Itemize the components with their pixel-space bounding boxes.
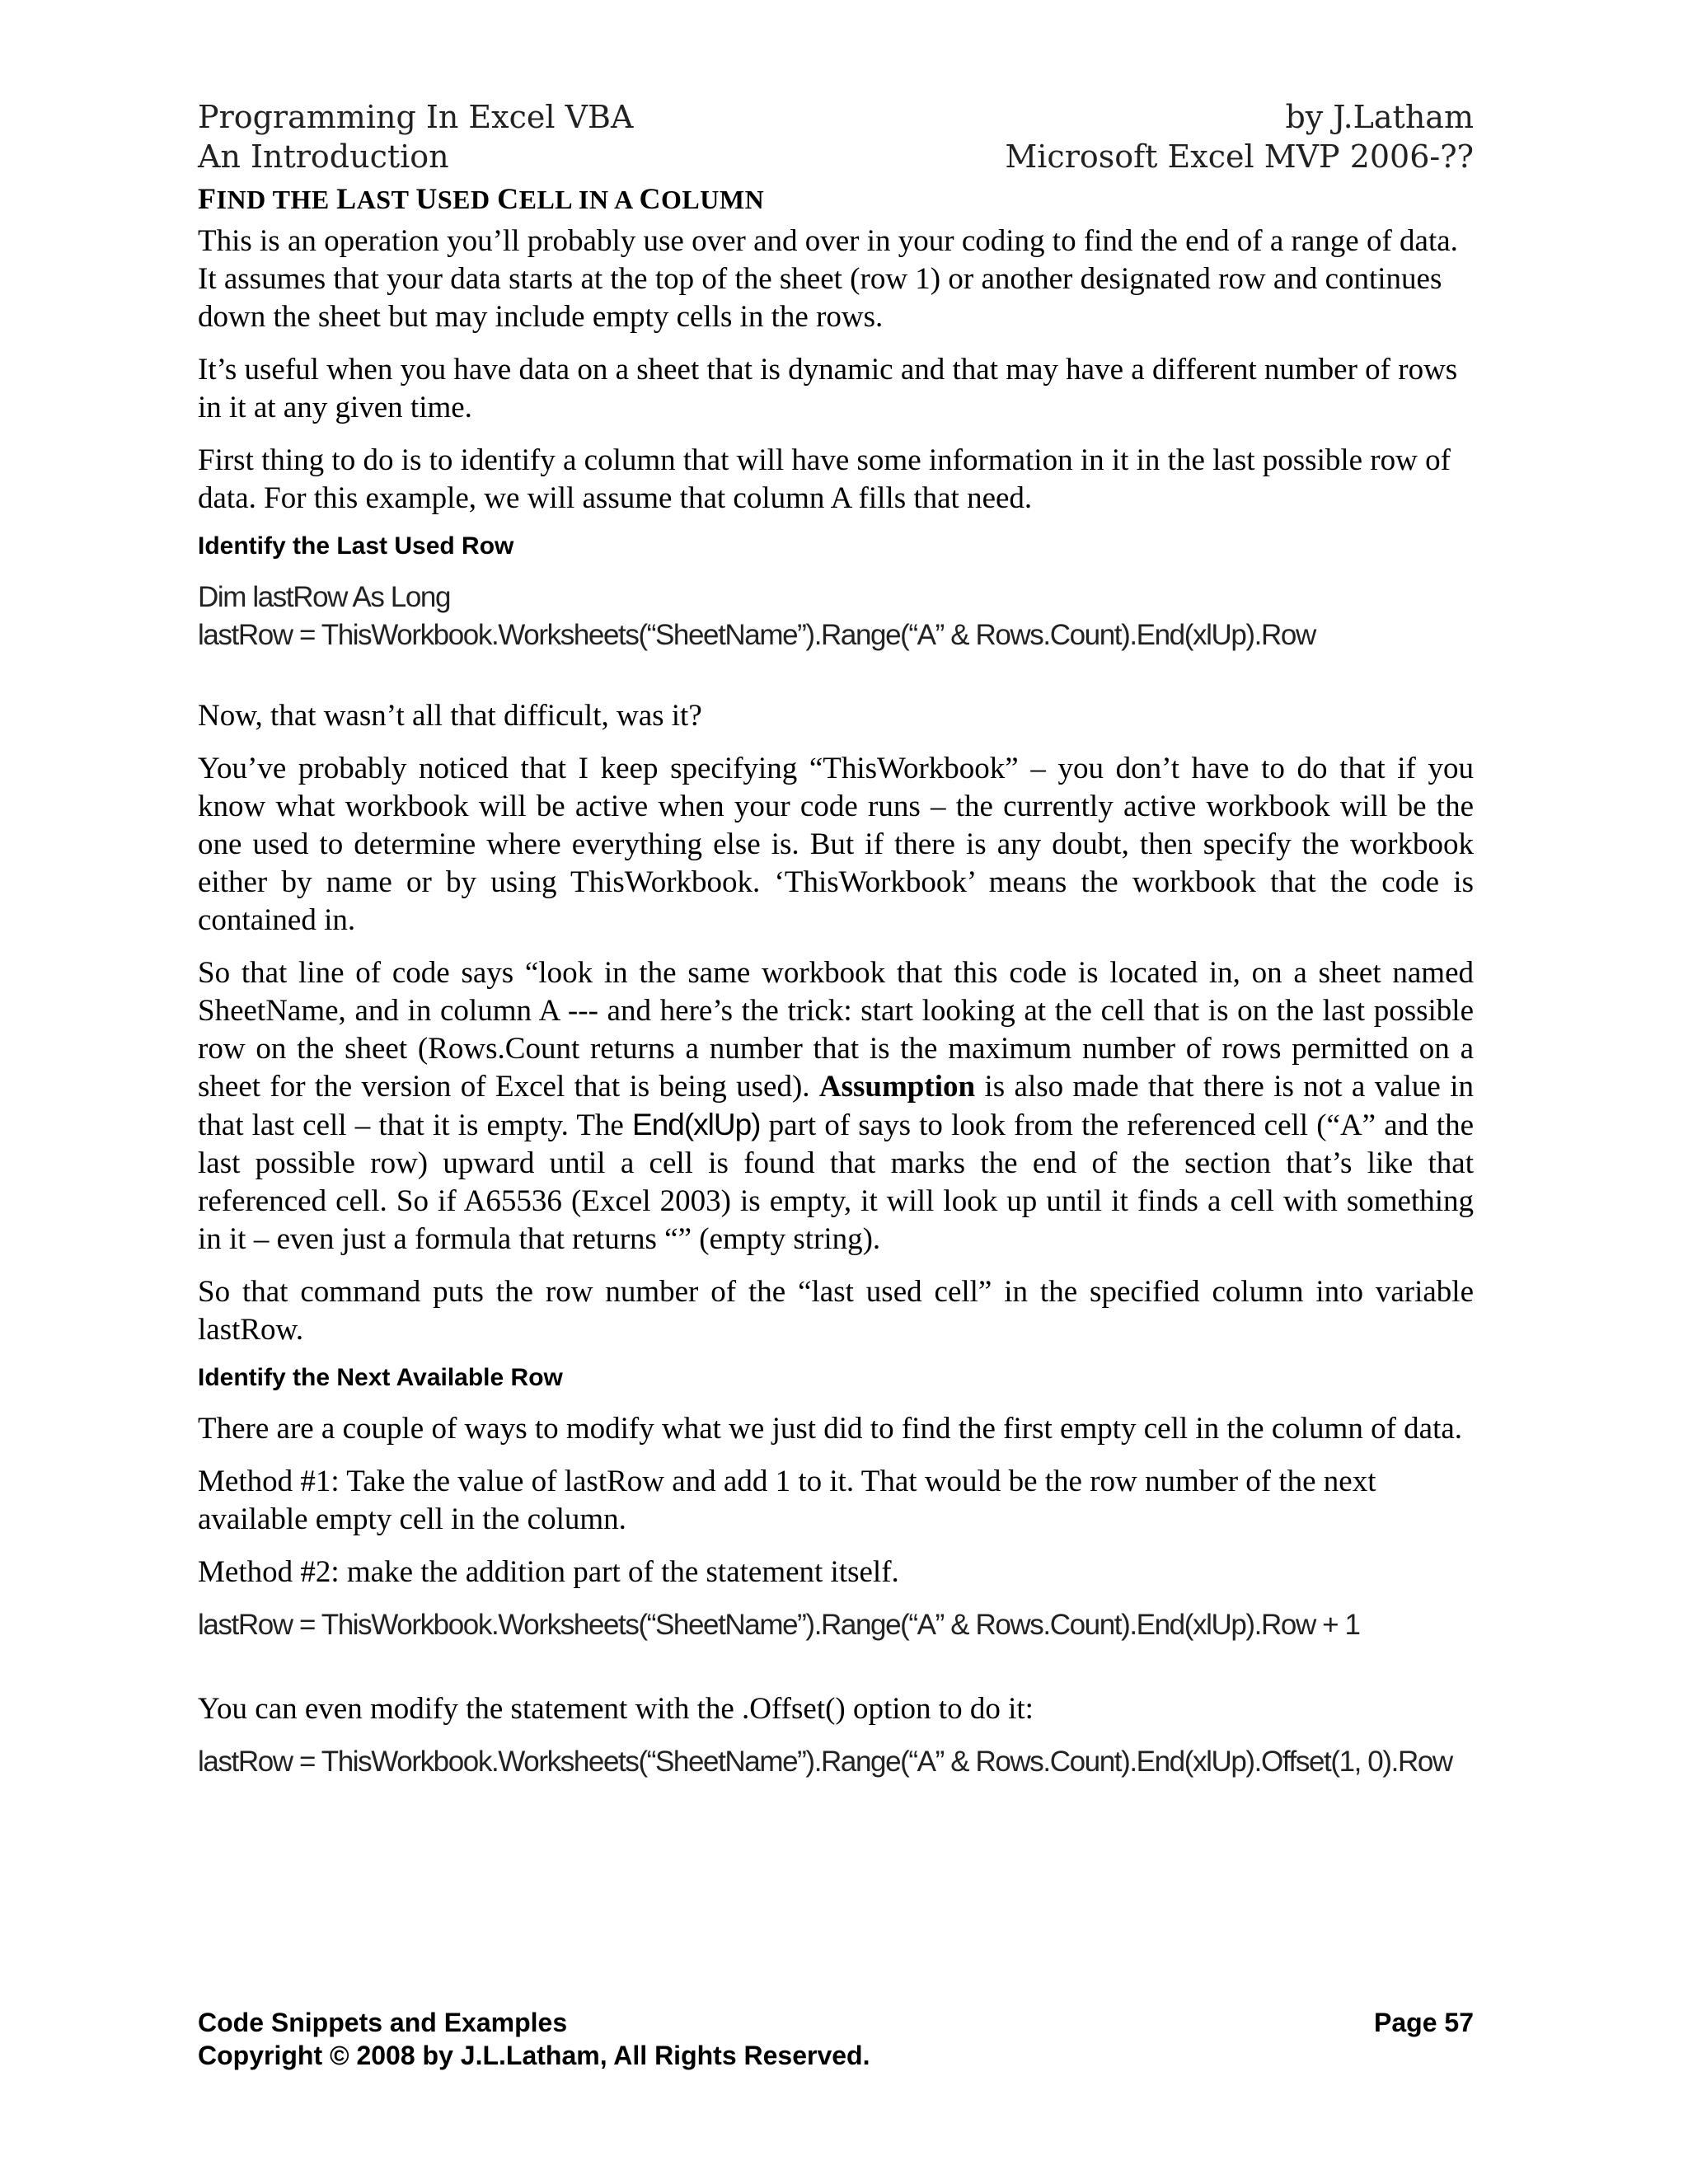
section-title: FIND THE LAST USED CELL IN A COLUMN (198, 182, 765, 215)
footer-row-2 (198, 2039, 1474, 2072)
footer-book-title: Code Snippets and Examples (198, 2008, 568, 2037)
intro-paragraph-2: It’s useful when you have data on a sheet that is dynamic and that may have a different number of rows in it at any given time. (198, 353, 1458, 424)
paragraph-method-1: Method #1: Take the value of lastRow and add 1 to it. That would be the row number of the next available empty cell in the column. (198, 1465, 1376, 1536)
paragraph-not-difficult: Now, that wasn’t all that difficult, was it? (198, 699, 702, 733)
paragraph-line-explanation: So that line of code says “look in the same workbook that this code is located in, on a sheet named SheetName, and in column A --- and here’s the trick: start looking at the cell that is on the last possible row on the sheet (Rows.Count returns a number that is the maximum number of rows permitted on a sheet for the version of Excel that is being used). Assumption is also made that there is not a value in that last cell – that it is empty. The End(xlUp) part of says to look from the referenced cell (“A” and the last possible row) upward until a cell is found that marks the end of the section that’s like that referenced cell. So if A65536 (Excel 2003) is empty, it will look up until it finds a cell with something in it – even just a formula that returns “” (empty string). (198, 956, 1474, 1256)
assumption-bold: Assumption (818, 1070, 976, 1104)
header-title: Programming In Excel VBA (198, 99, 634, 135)
code-line-dim: Dim lastRow As Long (198, 581, 451, 613)
header-mvp: Microsoft Excel MVP 2006-?? (1005, 138, 1474, 175)
code-line-offset: lastRow = ThisWorkbook.Worksheets(“SheetName”).Range(“A” & Rows.Count).End(xlUp).Offset(1, 0).Row (198, 1746, 1452, 1778)
paragraph-offset: You can even modify the statement with the .Offset() option to do it: (198, 1692, 1034, 1726)
code-line-plus-one: lastRow = ThisWorkbook.Worksheets(“SheetName”).Range(“A” & Rows.Count).End(xlUp).Row + 1 (198, 1609, 1360, 1641)
footer-page-number: Page 57 (1374, 2008, 1474, 2037)
header-subtitle: An Introduction (198, 138, 449, 175)
intro-paragraph-1: This is an operation you’ll probably use over and over in your coding to find the end of a range of data. It assumes that your data starts at the top of the sheet (row 1) or another designated row and continues down the sheet but may include empty cells in the rows. (198, 224, 1458, 334)
header-row-2 (198, 137, 1474, 176)
code-line-lastrow: lastRow = ThisWorkbook.Worksheets(“SheetName”).Range(“A” & Rows.Count).End(xlUp).Row (198, 619, 1315, 651)
paragraph-command-summary: So that command puts the row number of the “last used cell” in the specified column into variable lastRow. (198, 1275, 1474, 1347)
header-row-1 (198, 97, 1474, 137)
paragraph-couple-of-ways: There are a couple of ways to modify what we just did to find the first empty cell in the column of data. (198, 1412, 1463, 1446)
paragraph-method-2: Method #2: make the addition part of the statement itself. (198, 1555, 899, 1589)
footer-copyright: Copyright © 2008 by J.L.Latham, All Rights Reserved. (198, 2041, 870, 2070)
intro-paragraph-3: First thing to do is to identify a column that will have some information in it in the last possible row of data. For this example, we will assume that column A fills that need. (198, 443, 1451, 515)
footer-row-1 (198, 2006, 1474, 2039)
header-author: by J.Latham (1285, 99, 1474, 135)
page-content (198, 97, 1474, 1781)
subheading-last-used-row: Identify the Last Used Row (198, 532, 514, 560)
page-footer (198, 2006, 1474, 2072)
subheading-next-available-row: Identify the Next Available Row (198, 1364, 563, 1391)
paragraph-thisworkbook: You’ve probably noticed that I keep specifying “ThisWorkbook” – you don’t have to do that if you know what workbook will be active when your code runs – the currently active workbook will be the one used to determine where everything else is. But if there is any doubt, then specify the workbook either by name or by using ThisWorkbook. ‘ThisWorkbook’ means the workbook that the code is contained in. (198, 752, 1474, 937)
inline-code-endxlup: End(xlUp) (632, 1108, 761, 1141)
running-header (198, 97, 1474, 176)
